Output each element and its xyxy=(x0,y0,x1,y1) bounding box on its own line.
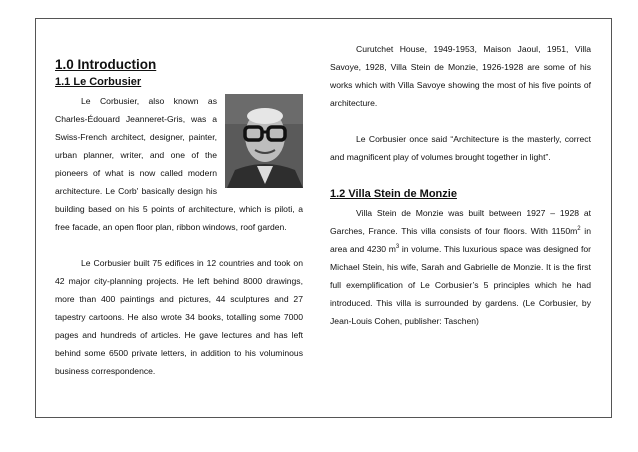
villa-text-3: in volume. This luxurious space was designed for Michael Stein, his wife, Sarah and Gabrielle de Monzie. It is the first full exemplification of Le Corbusier’s 5 principles which he had introduced. This villa is surrounded by gardens. (Le Corbusier, by Jean-Louis Cohen, publisher: Taschen) xyxy=(330,244,591,326)
paragraph-villa xyxy=(330,204,591,330)
paragraph-quote: Le Corbusier once said “Architecture is the masterly, correct and magnificent play of volumes brought together in light”. xyxy=(330,134,591,162)
villa-text-2: in area and 4230 m xyxy=(330,226,591,254)
superscript-area: 2 xyxy=(577,226,581,233)
paragraph-intro: Le Corbusier, also known as Charles-Édouard Jeanneret-Gris, was a Swiss-French architect, designer, painter, urban planner, writer, and one of the pioneers of what is now called modern architecture. Le Corb' basically design his building based on his 5 points of architecture, which is piloti, a free facade, an open floor plan, ribbon windows, roof garden. xyxy=(55,96,303,232)
paragraph-works-list: Curutchet House, 1949-1953, Maison Jaoul, 1951, Villa Savoye, 1928, Villa Stein de Monzie, 1926-1928 are some of his works which with Villa Savoye showing the most of his five points of architecture. xyxy=(330,44,591,108)
heading-villa-stein: 1.2 Villa Stein de Monzie xyxy=(330,188,457,200)
portrait-photo xyxy=(225,94,303,188)
left-column xyxy=(55,56,303,380)
villa-text-1: Villa Stein de Monzie was built between 1927 – 1928 at Garches, France. This villa consists of four floors. With 1150m xyxy=(330,208,591,236)
paragraph-works: Le Corbusier built 75 edifices in 12 countries and took on 42 major city-planning projects. He left behind 8000 drawings, more than 400 paintings and pictures, 44 sculptures and 27 tapestry cartoons. He also wrote 34 books, totalling some 7000 pages and hundreds of articles. He gave lectures and has left behind some 6500 private letters, in addition to his voluminous business correspondence. xyxy=(55,258,303,376)
heading-le-corbusier: 1.1 Le Corbusier xyxy=(55,76,142,88)
portrait-image xyxy=(225,94,303,188)
right-column xyxy=(330,40,591,330)
heading-introduction: 1.0 Introduction xyxy=(55,57,157,72)
superscript-volume: 3 xyxy=(395,244,400,251)
